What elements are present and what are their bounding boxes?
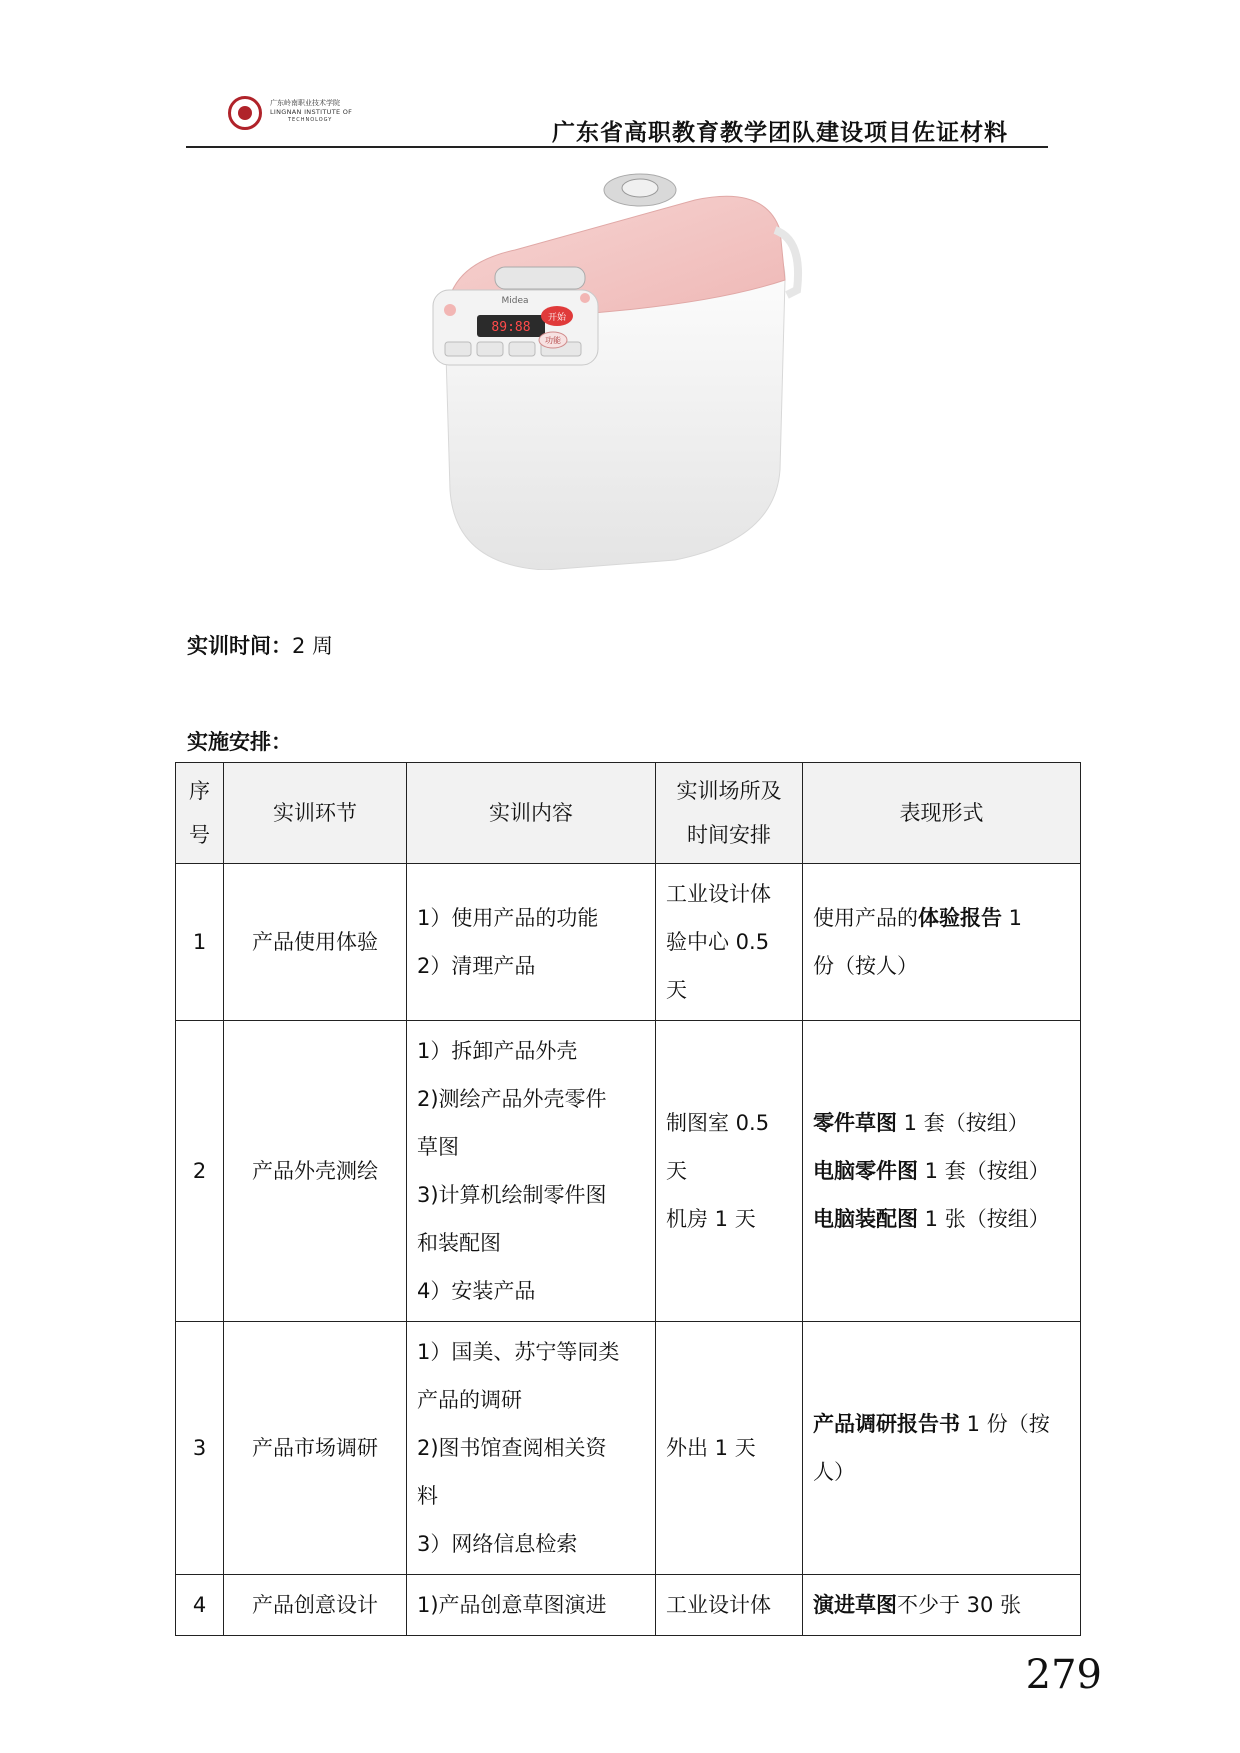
form-line [813, 1400, 1070, 1448]
cell-form [803, 1021, 1081, 1322]
form-bold: 电脑装配图 [813, 1207, 918, 1231]
cell-place [656, 864, 803, 1021]
logo-chinese-name: 广东岭南职业技术学院 [270, 99, 340, 107]
form-line [813, 1448, 1070, 1496]
cell-form [803, 864, 1081, 1021]
place-line: 验中心 0.5 [666, 930, 770, 954]
training-time-label: 实训时间： [187, 634, 292, 658]
place-line: 机房 1 天 [666, 1207, 756, 1231]
content-line: 草图 [417, 1135, 459, 1159]
training-time-value: 2 周 [292, 634, 334, 658]
form-line [813, 1099, 1070, 1147]
arrangement-heading [187, 726, 292, 756]
start-button-label: 开始 [547, 313, 567, 323]
page-number: 279 [1025, 1652, 1102, 1698]
content-line: 2)图书馆查阅相关资 [417, 1436, 607, 1460]
cell-content [407, 864, 656, 1021]
table-row [176, 864, 1081, 1021]
institute-logo [228, 96, 378, 132]
content-line: 2）清理产品 [417, 954, 536, 978]
content-line: 1)产品创意草图演进 [417, 1593, 607, 1617]
form-line [813, 894, 1070, 942]
content-line: 产品的调研 [417, 1388, 522, 1412]
cell-content [407, 1021, 656, 1322]
content-line: 1）国美、苏宁等同类 [417, 1340, 620, 1364]
header-divider [186, 146, 1048, 148]
logo-english-name-2: TECHNOLOGY [288, 117, 333, 123]
cell-seq: 3 [176, 1322, 224, 1575]
header-seq: 序 号 [176, 763, 224, 864]
cell-place [656, 1322, 803, 1575]
logo-english-name: LINGNAN INSTITUTE OF [270, 108, 353, 116]
schedule-table [175, 762, 1081, 1636]
cell-form [803, 1322, 1081, 1575]
arrangement-label: 实施安排： [187, 730, 292, 754]
content-line: 料 [417, 1484, 438, 1508]
function-button-label: 功能 [545, 336, 561, 345]
form-line [813, 1147, 1070, 1195]
header-stage: 实训环节 [224, 763, 407, 864]
cell-stage: 产品创意设计 [224, 1575, 407, 1636]
training-time [187, 630, 333, 660]
form-pre: 使用产品的 [813, 906, 918, 930]
display-digits: 89:88 [491, 320, 531, 335]
form-line [813, 1581, 1070, 1629]
cell-form [803, 1575, 1081, 1636]
cell-stage: 产品使用体验 [224, 864, 407, 1021]
cell-seq: 2 [176, 1021, 224, 1322]
cell-place [656, 1021, 803, 1322]
table-header-row [176, 763, 1081, 864]
form-pre: 人） [813, 1460, 855, 1484]
form-pre: 份（按人） [813, 954, 918, 978]
content-line: 2)测绘产品外壳零件 [417, 1087, 607, 1111]
place-line: 工业设计体 [666, 882, 771, 906]
header-form: 表现形式 [803, 763, 1081, 864]
content-line: 3)计算机绘制零件图 [417, 1183, 607, 1207]
form-bold: 产品调研报告书 [813, 1412, 960, 1436]
form-bold: 演进草图 [813, 1593, 897, 1617]
content-line: 4）安装产品 [417, 1279, 536, 1303]
form-post: 1 份（按 [960, 1412, 1050, 1436]
table-row [176, 1575, 1081, 1636]
cell-place [656, 1575, 803, 1636]
form-post: 不少于 30 张 [897, 1593, 1022, 1617]
form-post: 1 套（按组） [897, 1111, 1029, 1135]
rice-cooker-image [425, 170, 805, 570]
brand-label: Midea [501, 296, 529, 306]
content-line: 3）网络信息检索 [417, 1532, 578, 1556]
page-header-title: 广东省高职教育教学团队建设项目佐证材料 [552, 120, 1008, 146]
cell-stage: 产品市场调研 [224, 1322, 407, 1575]
place-line: 制图室 0.5 [666, 1111, 770, 1135]
table-row [176, 1021, 1081, 1322]
seal-icon [228, 96, 262, 130]
form-post: 1 [1002, 906, 1023, 930]
place-line: 外出 1 天 [666, 1436, 756, 1460]
cell-stage: 产品外壳测绘 [224, 1021, 407, 1322]
cell-content [407, 1322, 656, 1575]
form-bold: 零件草图 [813, 1111, 897, 1135]
form-post: 1 套（按组） [918, 1159, 1050, 1183]
cell-seq: 4 [176, 1575, 224, 1636]
form-line [813, 1195, 1070, 1243]
form-bold: 体验报告 [918, 906, 1002, 930]
table-row [176, 1322, 1081, 1575]
cell-seq: 1 [176, 864, 224, 1021]
header-place: 实训场所及 时间安排 [656, 763, 803, 864]
form-line [813, 942, 1070, 990]
place-line: 天 [666, 978, 687, 1002]
content-line: 1）使用产品的功能 [417, 906, 599, 930]
place-line: 天 [666, 1159, 687, 1183]
cell-content [407, 1575, 656, 1636]
content-line: 和装配图 [417, 1231, 501, 1255]
header-content: 实训内容 [407, 763, 656, 864]
form-bold: 电脑零件图 [813, 1159, 918, 1183]
form-post: 1 张（按组） [918, 1207, 1050, 1231]
content-line: 1）拆卸产品外壳 [417, 1039, 578, 1063]
place-line: 工业设计体 [666, 1593, 771, 1617]
